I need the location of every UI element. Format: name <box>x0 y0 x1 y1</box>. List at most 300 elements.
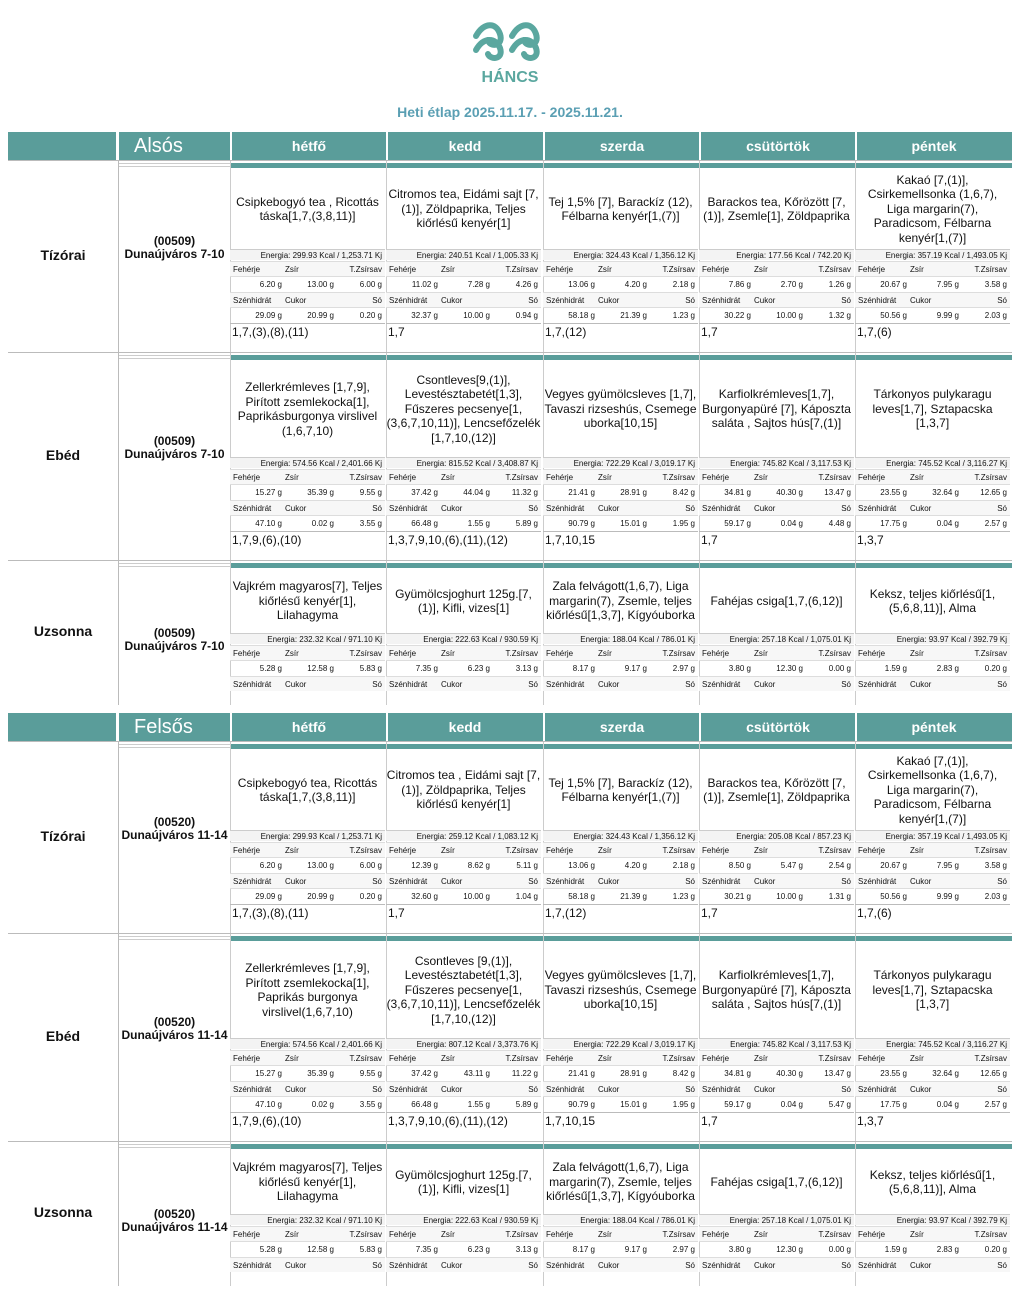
allergens: 1,7,(3),(8),(11) <box>230 323 385 340</box>
food-text: Barackos tea, Kőrözött [7,(1)], Zsemle[1], Zöldpaprika <box>703 194 850 223</box>
nutrient-label-protein: Fehérje <box>858 265 886 274</box>
nutrient-label-salt: Só <box>372 680 382 689</box>
energy-value: Energia: 222.63 Kcal / 930.59 Kj <box>386 1214 541 1225</box>
nutrient-value-sugar: 10.00 g <box>776 311 803 320</box>
nutrient-labels <box>386 292 541 307</box>
nutrient-label-protein: Fehérje <box>858 846 886 855</box>
food-description <box>386 361 541 457</box>
nutrient-label-fat: Zsír <box>441 649 455 658</box>
day-header: hétfő <box>230 713 386 741</box>
nutrient-labels <box>855 645 1010 660</box>
nutrient-value-fat: 12.58 g <box>307 1245 334 1254</box>
energy-value: Energia: 324.43 Kcal / 1,356.12 Kj <box>543 249 698 260</box>
nutrient-value-sugar: 9.99 g <box>936 311 959 320</box>
nutrient-value-satfat: 0.20 g <box>984 1245 1007 1254</box>
nutrient-label-salt: Só <box>528 680 538 689</box>
school-name: (00509) Dunaújváros 7-10 <box>124 626 225 653</box>
allergens: 1,7,(3),(8),(11) <box>230 904 385 921</box>
nutrient-label-carb: Szénhidrát <box>858 1085 897 1094</box>
nutrient-value-satfat: 11.32 g <box>511 488 538 497</box>
nutrient-label-sugar: Cukor <box>285 1261 307 1270</box>
nutrient-label-satfat: T.Zsírsav <box>349 1230 382 1239</box>
nutrient-value-carb: 30.22 g <box>724 311 751 320</box>
nutrient-value-fat: 28.91 g <box>620 1069 647 1078</box>
nutrient-label-protein: Fehérje <box>546 846 574 855</box>
energy-value: Energia: 574.56 Kcal / 2,401.66 Kj <box>230 1038 385 1049</box>
nutrient-label-satfat: T.Zsírsav <box>662 1054 695 1063</box>
nutrient-value-fat: 6.23 g <box>467 664 490 673</box>
logo-text: HÁNCS <box>481 69 539 86</box>
nutrient-value-fat: 7.28 g <box>467 280 490 289</box>
nutrient-label-sugar: Cukor <box>441 1085 463 1094</box>
nutrient-value-salt: 1.23 g <box>672 311 695 320</box>
nutrient-values <box>386 515 541 530</box>
nutrient-values <box>230 888 385 903</box>
menu-cell <box>230 1142 385 1286</box>
nutrient-label-sugar: Cukor <box>910 1085 932 1094</box>
nutrient-label-salt: Só <box>997 504 1007 513</box>
nutrient-values <box>543 1065 698 1080</box>
food-description <box>386 1150 541 1214</box>
nutrient-labels <box>230 873 385 888</box>
nutrient-value-salt: 2.03 g <box>984 311 1007 320</box>
nutrient-value-protein: 8.17 g <box>572 664 595 673</box>
nutrient-labels <box>386 1050 541 1065</box>
nutrient-label-fat: Zsír <box>754 846 768 855</box>
nutrient-value-fat: 9.17 g <box>624 664 647 673</box>
nutrient-value-sugar: 20.99 g <box>307 892 334 901</box>
nutrient-value-sugar: 1.55 g <box>467 1100 490 1109</box>
logo <box>0 16 1020 90</box>
nutrient-label-satfat: T.Zsírsav <box>505 473 538 482</box>
nutrient-values <box>386 888 541 903</box>
nutrient-values <box>699 1096 854 1111</box>
nutrient-label-fat: Zsír <box>285 473 299 482</box>
nutrient-value-protein: 6.20 g <box>259 280 282 289</box>
nutrient-value-satfat: 2.18 g <box>672 280 695 289</box>
food-description <box>543 361 698 457</box>
nutrient-value-satfat: 5.11 g <box>516 861 538 870</box>
food-description <box>543 1150 698 1214</box>
menu-cell <box>543 561 698 705</box>
nutrient-label-salt: Só <box>685 504 695 513</box>
nutrient-label-fat: Zsír <box>285 649 299 658</box>
allergens: 1,7,10,15 <box>543 1112 698 1129</box>
nutrient-label-carb: Szénhidrát <box>858 296 897 305</box>
energy-value: Energia: 299.93 Kcal / 1,253.71 Kj <box>230 830 385 841</box>
nutrient-value-fat: 44.04 g <box>463 488 490 497</box>
nutrient-label-satfat: T.Zsírsav <box>662 265 695 274</box>
nutrient-label-sugar: Cukor <box>441 296 463 305</box>
food-description <box>386 169 541 249</box>
nutrient-label-salt: Só <box>841 877 851 886</box>
allergens: 1,3,7 <box>855 1112 1010 1129</box>
nutrient-value-sugar: 15.01 g <box>620 1100 647 1109</box>
food-description <box>543 942 698 1038</box>
food-text: Citromos tea , Eidámi sajt [7,(1)], Zöldpaprika, Teljes kiőrlésű kenyér[1] <box>386 768 541 812</box>
nutrient-value-carb: 59.17 g <box>724 519 751 528</box>
day-header: péntek <box>855 713 1011 741</box>
food-description <box>699 942 854 1038</box>
nutrient-label-carb: Szénhidrát <box>546 1261 585 1270</box>
nutrient-values <box>855 888 1010 903</box>
nutrient-label-fat: Zsír <box>598 1230 612 1239</box>
nutrient-value-fat: 2.83 g <box>936 1245 959 1254</box>
nutrient-values <box>543 1241 698 1256</box>
nutrient-value-carb: 32.37 g <box>411 311 438 320</box>
nutrient-value-salt: 1.32 g <box>828 311 851 320</box>
nutrient-labels <box>543 842 698 857</box>
nutrient-value-protein: 20.67 g <box>880 280 907 289</box>
nutrient-label-protein: Fehérje <box>389 649 417 658</box>
nutrient-value-satfat: 6.00 g <box>359 280 382 289</box>
nutrient-label-satfat: T.Zsírsav <box>505 265 538 274</box>
food-text: Keksz, teljes kiőrlésű[1,(5,6,8,11)], Alma <box>869 1167 996 1196</box>
nutrient-label-carb: Szénhidrát <box>546 680 585 689</box>
nutrient-values <box>855 515 1010 530</box>
nutrient-labels <box>386 1081 541 1096</box>
nutrient-label-satfat: T.Zsírsav <box>662 649 695 658</box>
energy-value: Energia: 257.18 Kcal / 1,075.01 Kj <box>699 1214 854 1225</box>
nutrient-label-protein: Fehérje <box>233 649 261 658</box>
nutrient-value-carb: 47.10 g <box>255 1100 282 1109</box>
nutrient-label-salt: Só <box>841 680 851 689</box>
food-text: Kakaó [7,(1)], Csirkemellsonka (1,6,7), Liga margarin(7), Paradicsom, Félbarna kenyér[1,(7)] <box>867 753 998 826</box>
nutrient-value-sugar: 10.00 g <box>776 892 803 901</box>
nutrient-label-salt: Só <box>372 296 382 305</box>
nutrient-value-salt: 1.95 g <box>672 519 695 528</box>
nutrient-label-carb: Szénhidrát <box>389 1261 428 1270</box>
nutrient-label-satfat: T.Zsírsav <box>662 1230 695 1239</box>
nutrient-label-protein: Fehérje <box>702 1230 730 1239</box>
nutrient-values <box>230 1065 385 1080</box>
nutrient-labels <box>855 469 1010 484</box>
nutrient-labels <box>230 676 385 691</box>
allergens: 1,3,7 <box>855 531 1010 548</box>
nutrient-labels <box>230 842 385 857</box>
nutrient-label-sugar: Cukor <box>754 1261 776 1270</box>
nutrient-labels <box>386 261 541 276</box>
school-name: (00509) Dunaújváros 7-10 <box>124 234 225 261</box>
nutrient-labels <box>855 842 1010 857</box>
nutrient-value-fat: 12.30 g <box>776 1245 803 1254</box>
nutrient-label-protein: Fehérje <box>546 265 574 274</box>
nutrient-value-fat: 35.39 g <box>307 488 334 497</box>
food-text: Fahéjas csiga[1,7,(6,12)] <box>710 593 843 608</box>
nutrient-value-satfat: 1.26 g <box>828 280 851 289</box>
nutrient-label-satfat: T.Zsírsav <box>349 1054 382 1063</box>
food-description <box>230 1150 385 1214</box>
nutrient-value-salt: 1.23 g <box>672 892 695 901</box>
menu-cell <box>855 934 1010 1142</box>
nutrient-value-carb: 90.79 g <box>568 1100 595 1109</box>
food-description <box>543 569 698 633</box>
nutrient-value-sugar: 1.55 g <box>467 519 490 528</box>
nutrient-values <box>699 276 854 291</box>
nutrient-label-sugar: Cukor <box>598 680 620 689</box>
nutrient-value-protein: 1.59 g <box>884 1245 907 1254</box>
nutrient-labels <box>699 1226 854 1241</box>
nutrient-label-carb: Szénhidrát <box>389 680 428 689</box>
nutrient-label-fat: Zsír <box>910 846 924 855</box>
nutrient-value-sugar: 0.04 g <box>936 1100 959 1109</box>
school-name: (00520) Dunaújváros 11-14 <box>121 815 228 842</box>
allergens: 1,3,7,9,10,(6),(11),(12) <box>386 531 541 548</box>
nutrient-label-carb: Szénhidrát <box>546 296 585 305</box>
nutrient-label-fat: Zsír <box>598 649 612 658</box>
nutrient-labels <box>230 1081 385 1096</box>
nutrient-label-salt: Só <box>528 1085 538 1094</box>
energy-value: Energia: 745.52 Kcal / 3,116.27 Kj <box>855 1038 1010 1049</box>
nutrient-label-protein: Fehérje <box>546 1230 574 1239</box>
nutrient-values <box>386 1241 541 1256</box>
nutrient-label-salt: Só <box>997 1085 1007 1094</box>
energy-value: Energia: 357.19 Kcal / 1,493.05 Kj <box>855 249 1010 260</box>
nutrient-value-salt: 1.95 g <box>672 1100 695 1109</box>
energy-value: Energia: 177.56 Kcal / 742.20 Kj <box>699 249 854 260</box>
nutrient-value-fat: 9.17 g <box>624 1245 647 1254</box>
allergens: 1,7,(6) <box>855 904 1010 921</box>
nutrient-label-protein: Fehérje <box>858 649 886 658</box>
nutrient-value-satfat: 0.20 g <box>984 664 1007 673</box>
nutrient-value-sugar: 0.02 g <box>311 519 334 528</box>
nutrient-values <box>699 888 854 903</box>
nutrient-labels <box>699 842 854 857</box>
meal-name: Uzsonna <box>33 1204 93 1220</box>
nutrient-label-sugar: Cukor <box>754 296 776 305</box>
food-description <box>855 750 1010 830</box>
food-description <box>230 569 385 633</box>
nutrient-value-salt: 5.89 g <box>515 1100 538 1109</box>
nutrient-values <box>230 484 385 499</box>
nutrient-value-protein: 1.59 g <box>884 664 907 673</box>
meal-row <box>8 160 1012 352</box>
nutrient-label-carb: Szénhidrát <box>702 680 741 689</box>
nutrient-labels <box>855 1226 1010 1241</box>
school-topbar <box>119 563 230 567</box>
nutrient-label-fat: Zsír <box>754 1230 768 1239</box>
nutrient-values <box>543 660 698 675</box>
allergens: 1,3,7,9,10,(6),(11),(12) <box>386 1112 541 1129</box>
nutrient-label-fat: Zsír <box>910 649 924 658</box>
nutrient-value-carb: 17.75 g <box>880 1100 907 1109</box>
section-0 <box>8 132 1012 704</box>
nutrient-label-carb: Szénhidrát <box>702 504 741 513</box>
energy-value: Energia: 232.32 Kcal / 971.10 Kj <box>230 633 385 644</box>
nutrient-value-fat: 2.83 g <box>936 664 959 673</box>
day-header: péntek <box>855 132 1011 160</box>
nutrient-value-protein: 15.27 g <box>255 1069 282 1078</box>
food-text: Tej 1,5% [7], Barackíz (12), Félbarna kenyér[1,(7)] <box>548 775 693 804</box>
nutrient-label-carb: Szénhidrát <box>233 1085 272 1094</box>
nutrient-labels <box>855 261 1010 276</box>
section-header <box>8 713 1012 741</box>
nutrient-label-carb: Szénhidrát <box>233 680 272 689</box>
nutrient-label-protein: Fehérje <box>389 846 417 855</box>
nutrient-label-sugar: Cukor <box>598 877 620 886</box>
nutrient-label-protein: Fehérje <box>233 473 261 482</box>
nutrient-value-fat: 32.64 g <box>932 488 959 497</box>
nutrient-value-carb: 17.75 g <box>880 519 907 528</box>
nutrient-label-fat: Zsír <box>598 1054 612 1063</box>
nutrient-values <box>543 857 698 872</box>
nutrient-label-sugar: Cukor <box>598 296 620 305</box>
nutrient-label-sugar: Cukor <box>598 1085 620 1094</box>
day-header: kedd <box>386 132 542 160</box>
nutrient-label-sugar: Cukor <box>910 877 932 886</box>
nutrient-value-fat: 2.70 g <box>780 280 803 289</box>
food-text: Karfiolkrémleves[1,7], Burgonyapüré [7], Káposzta saláta , Sajtos hús[7,(1)] <box>702 968 851 1012</box>
allergens: 1,7,9,(6),(10) <box>230 531 385 548</box>
food-description <box>855 942 1010 1038</box>
meal-name: Tízórai <box>40 247 86 263</box>
nutrient-values <box>543 307 698 322</box>
nutrient-label-salt: Só <box>685 1261 695 1270</box>
nutrient-values <box>230 857 385 872</box>
nutrient-value-protein: 3.80 g <box>728 1245 751 1254</box>
nutrient-value-salt: 5.89 g <box>515 519 538 528</box>
nutrient-values <box>386 857 541 872</box>
food-description <box>386 569 541 633</box>
nutrient-value-carb: 30.21 g <box>724 892 751 901</box>
nutrient-value-sugar: 0.02 g <box>311 1100 334 1109</box>
nutrient-value-protein: 8.50 g <box>728 861 751 870</box>
nutrient-value-fat: 8.62 g <box>467 861 490 870</box>
nutrient-value-fat: 12.58 g <box>307 664 334 673</box>
nutrient-value-salt: 3.55 g <box>359 519 382 528</box>
food-description <box>543 169 698 249</box>
nutrient-value-sugar: 0.04 g <box>780 519 803 528</box>
nutrient-label-salt: Só <box>372 1261 382 1270</box>
nutrient-value-fat: 32.64 g <box>932 1069 959 1078</box>
energy-value: Energia: 357.19 Kcal / 1,493.05 Kj <box>855 830 1010 841</box>
food-text: Zala felvágott(1,6,7), Liga margarin(7), Zsemle, teljes kiőrlésű[1,3,7], Kígyóuborka <box>546 579 695 623</box>
nutrient-labels <box>230 1257 385 1272</box>
allergens: 1,7 <box>699 531 854 548</box>
nutrient-value-protein: 7.35 g <box>415 664 438 673</box>
nutrient-labels <box>699 1050 854 1065</box>
nutrient-values <box>386 484 541 499</box>
nutrient-value-protein: 7.35 g <box>415 1245 438 1254</box>
nutrient-label-protein: Fehérje <box>858 1054 886 1063</box>
nutrient-label-protein: Fehérje <box>389 1230 417 1239</box>
nutrient-labels <box>230 1050 385 1065</box>
nutrient-value-satfat: 11.22 g <box>511 1069 538 1078</box>
nutrient-label-sugar: Cukor <box>285 1085 307 1094</box>
day-header: csütörtök <box>699 713 855 741</box>
nutrient-values <box>699 660 854 675</box>
nutrient-label-sugar: Cukor <box>910 296 932 305</box>
nutrient-value-fat: 4.20 g <box>624 280 647 289</box>
nutrient-values <box>855 660 1010 675</box>
nutrient-labels <box>543 261 698 276</box>
energy-value: Energia: 240.51 Kcal / 1,005.33 Kj <box>386 249 541 260</box>
allergens: 1,7,9,(6),(10) <box>230 1112 385 1129</box>
nutrient-values <box>386 307 541 322</box>
nutrient-values <box>543 484 698 499</box>
nutrient-value-fat: 40.30 g <box>776 488 803 497</box>
nutrient-values <box>699 1241 854 1256</box>
nutrient-value-salt: 0.20 g <box>359 311 382 320</box>
nutrient-label-fat: Zsír <box>441 846 455 855</box>
meal-name: Uzsonna <box>33 623 93 639</box>
nutrient-label-satfat: T.Zsírsav <box>818 846 851 855</box>
menu-cell <box>543 161 698 353</box>
nutrient-label-carb: Szénhidrát <box>389 296 428 305</box>
nutrient-value-sugar: 21.39 g <box>620 892 647 901</box>
nutrient-value-sugar: 10.00 g <box>463 892 490 901</box>
meal-row <box>8 741 1012 933</box>
food-text: Gyümölcsjoghurt 125g.[7,(1)], Kifli, vizes[1] <box>395 1167 532 1196</box>
nutrient-labels <box>543 676 698 691</box>
menu-cell <box>543 353 698 561</box>
allergens: 1,7,10,15 <box>543 531 698 548</box>
nutrient-label-carb: Szénhidrát <box>389 1085 428 1094</box>
nutrient-values <box>230 515 385 530</box>
nutrient-labels <box>230 292 385 307</box>
nutrient-label-carb: Szénhidrát <box>233 296 272 305</box>
nutrient-label-salt: Só <box>841 504 851 513</box>
nutrient-value-satfat: 3.58 g <box>984 861 1007 870</box>
allergens: 1,7 <box>699 323 854 340</box>
nutrient-value-carb: 32.60 g <box>411 892 438 901</box>
allergens: 1,7 <box>699 904 854 921</box>
nutrient-value-carb: 29.09 g <box>255 311 282 320</box>
nutrient-label-salt: Só <box>372 1085 382 1094</box>
menu-cell <box>855 561 1010 705</box>
energy-value: Energia: 745.82 Kcal / 3,117.53 Kj <box>699 1038 854 1049</box>
nutrient-value-satfat: 2.97 g <box>672 664 695 673</box>
nutrient-labels <box>386 1226 541 1241</box>
nutrient-label-sugar: Cukor <box>754 877 776 886</box>
food-description <box>699 361 854 457</box>
nutrient-values <box>230 660 385 675</box>
energy-value: Energia: 188.04 Kcal / 786.01 Kj <box>543 633 698 644</box>
nutrient-label-sugar: Cukor <box>441 1261 463 1270</box>
nutrient-label-carb: Szénhidrát <box>389 504 428 513</box>
nutrient-label-protein: Fehérje <box>702 1054 730 1063</box>
nutrient-value-salt: 2.03 g <box>984 892 1007 901</box>
nutrient-labels <box>699 1257 854 1272</box>
nutrient-label-salt: Só <box>685 877 695 886</box>
allergens: 1,7 <box>386 323 541 340</box>
energy-value: Energia: 574.56 Kcal / 2,401.66 Kj <box>230 457 385 468</box>
food-description <box>230 169 385 249</box>
menu-cell <box>230 934 385 1142</box>
nutrient-value-salt: 1.31 g <box>828 892 851 901</box>
nutrient-labels <box>699 676 854 691</box>
nutrient-label-salt: Só <box>685 680 695 689</box>
food-text: Tárkonyos pulykaragu leves[1,7], Sztapacska [1,3,7] <box>872 968 993 1012</box>
nutrient-value-carb: 50.56 g <box>880 892 907 901</box>
nutrient-label-satfat: T.Zsírsav <box>818 473 851 482</box>
day-header: hétfő <box>230 132 386 160</box>
menu-cell <box>386 1142 541 1286</box>
meal-row <box>8 352 1012 560</box>
nutrient-value-satfat: 6.00 g <box>359 861 382 870</box>
nutrient-value-carb: 58.18 g <box>568 311 595 320</box>
nutrient-label-fat: Zsír <box>285 265 299 274</box>
nutrient-value-carb: 66.48 g <box>411 519 438 528</box>
nutrient-label-carb: Szénhidrát <box>858 877 897 886</box>
food-description <box>855 569 1010 633</box>
nutrient-value-salt: 4.48 g <box>828 519 851 528</box>
nutrient-label-carb: Szénhidrát <box>702 877 741 886</box>
nutrient-label-fat: Zsír <box>441 1054 455 1063</box>
school-topbar <box>119 744 230 748</box>
nutrient-labels <box>386 842 541 857</box>
menu-cell <box>230 561 385 705</box>
